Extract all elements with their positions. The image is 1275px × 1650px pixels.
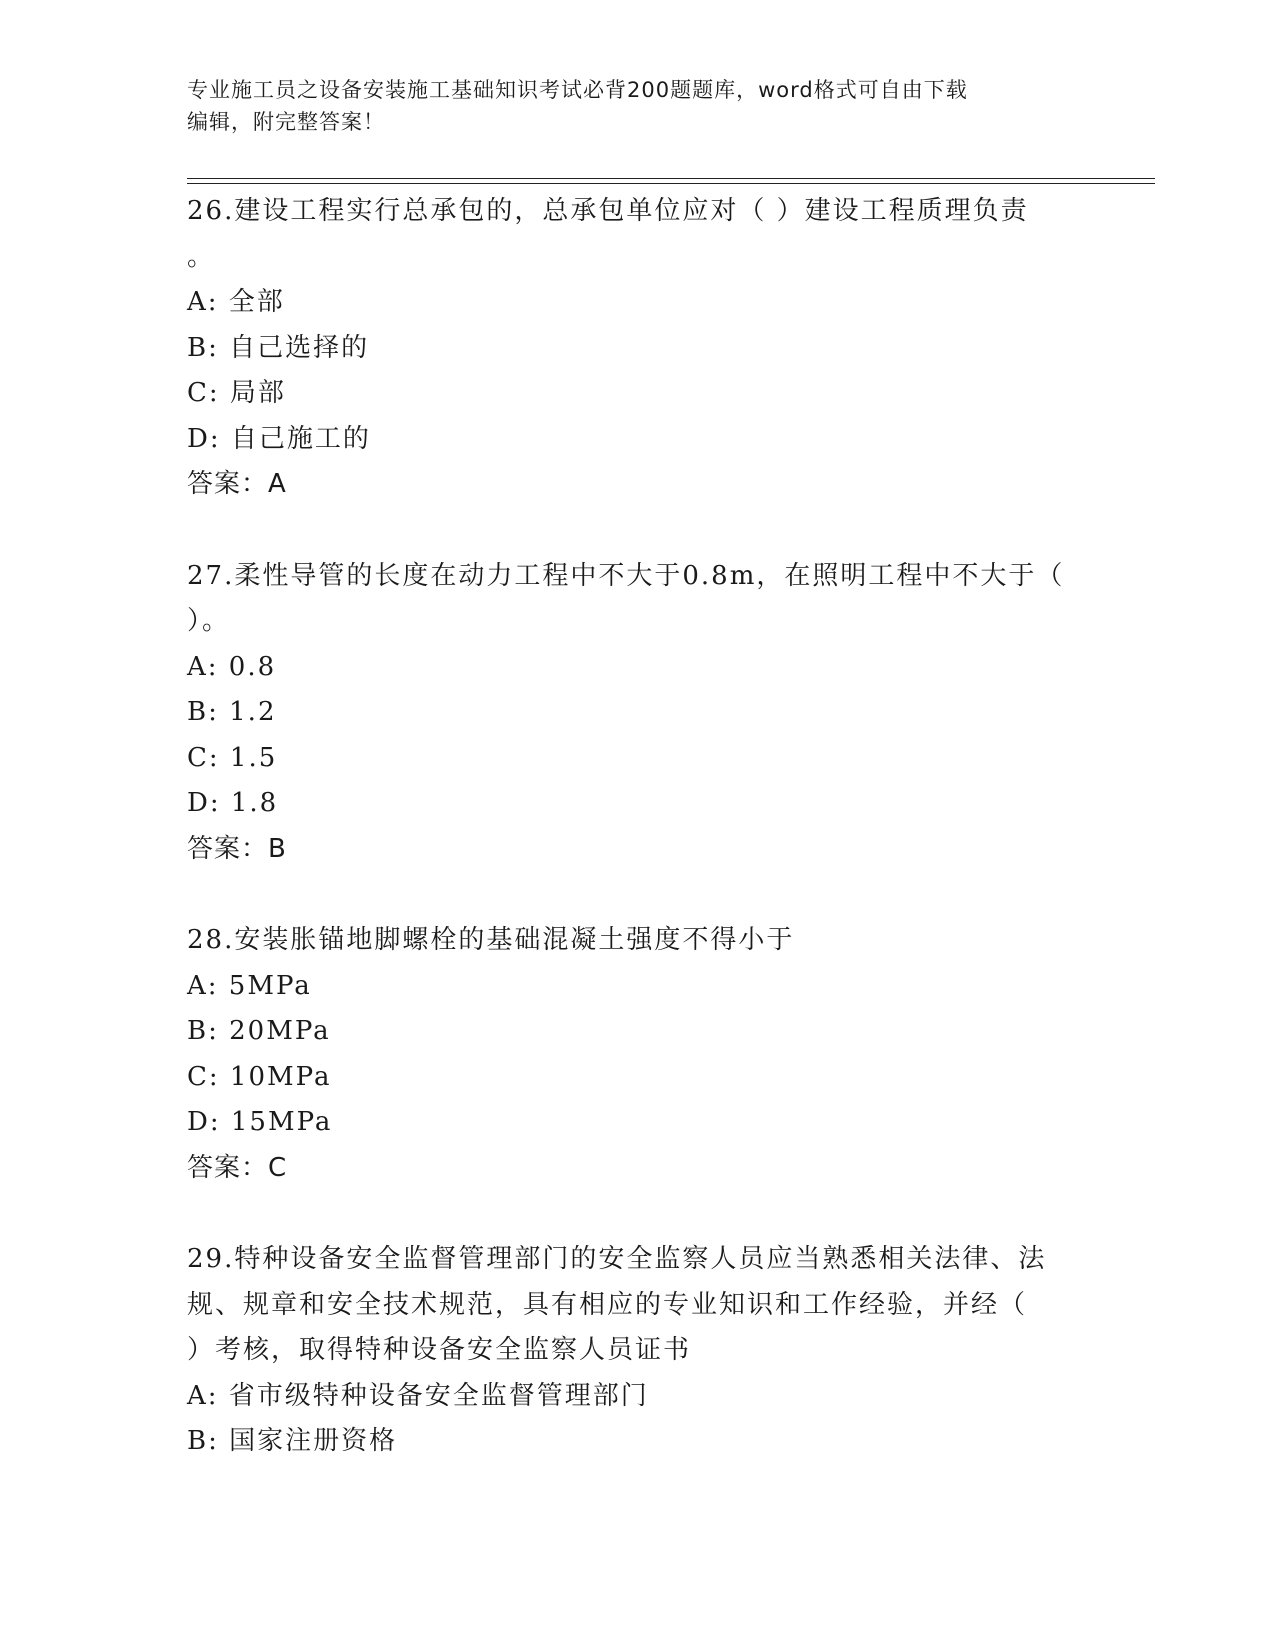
question-stem-line: 26.建设工程实行总承包的，总承包单位应对（ ）建设工程质理负责: [187, 196, 1029, 226]
question-29: [187, 1237, 1087, 1465]
question-stem-line: ）考核，取得特种设备安全监察人员证书: [187, 1335, 692, 1365]
question-list: [187, 189, 1087, 1511]
question-stem-line: 28.安装胀锚地脚螺栓的基础混凝土强度不得小于: [187, 925, 795, 955]
option-d: D: 15MPa: [187, 1107, 333, 1137]
option-d: D: 1.8: [187, 788, 279, 818]
question-stem-line: 29.特种设备安全监督管理部门的安全监察人员应当熟悉相关法律、法: [187, 1244, 1047, 1274]
answer-line: 答案：B: [187, 833, 287, 864]
option-b: B: 20MPa: [187, 1016, 331, 1046]
answer-line: 答案：C: [187, 1152, 288, 1183]
question-stem-line: 27.柔性导管的长度在动力工程中不大于0.8m，在照明工程中不大于（: [187, 560, 1065, 591]
option-c: C: 1.5: [187, 742, 278, 773]
option-a: A: 省市级特种设备安全监督管理部门: [187, 1380, 649, 1411]
option-b: B: 自己选择的: [187, 332, 370, 363]
option-a: A: 全部: [187, 287, 285, 317]
question-stem-line: 。: [187, 241, 216, 272]
header-line-2: 编辑，附完整答案！: [187, 110, 385, 134]
option-b: B: 1.2: [187, 697, 277, 727]
option-c: C: 局部: [187, 378, 286, 408]
header-divider-top: [187, 178, 1155, 179]
option-b: B: 国家注册资格: [187, 1426, 398, 1456]
question-stem-line: 规、规章和安全技术规范，具有相应的专业知识和工作经验，并经（: [187, 1289, 1028, 1320]
question-26: [187, 189, 1087, 508]
option-c: C: 10MPa: [187, 1061, 332, 1092]
question-27: [187, 554, 1087, 873]
question-28: [187, 918, 1087, 1191]
header-divider-bottom: [187, 183, 1155, 184]
option-a: A: 5MPa: [187, 970, 312, 1001]
option-a: A: 0.8: [187, 651, 277, 682]
answer-line: 答案：A: [187, 469, 287, 499]
question-stem-line: ）。: [187, 606, 231, 636]
option-d: D: 自己施工的: [187, 423, 371, 454]
header-line-1: 专业施工员之设备安装施工基础知识考试必背200题题库，word格式可自由下载: [187, 78, 968, 102]
document-header: [187, 74, 1087, 138]
